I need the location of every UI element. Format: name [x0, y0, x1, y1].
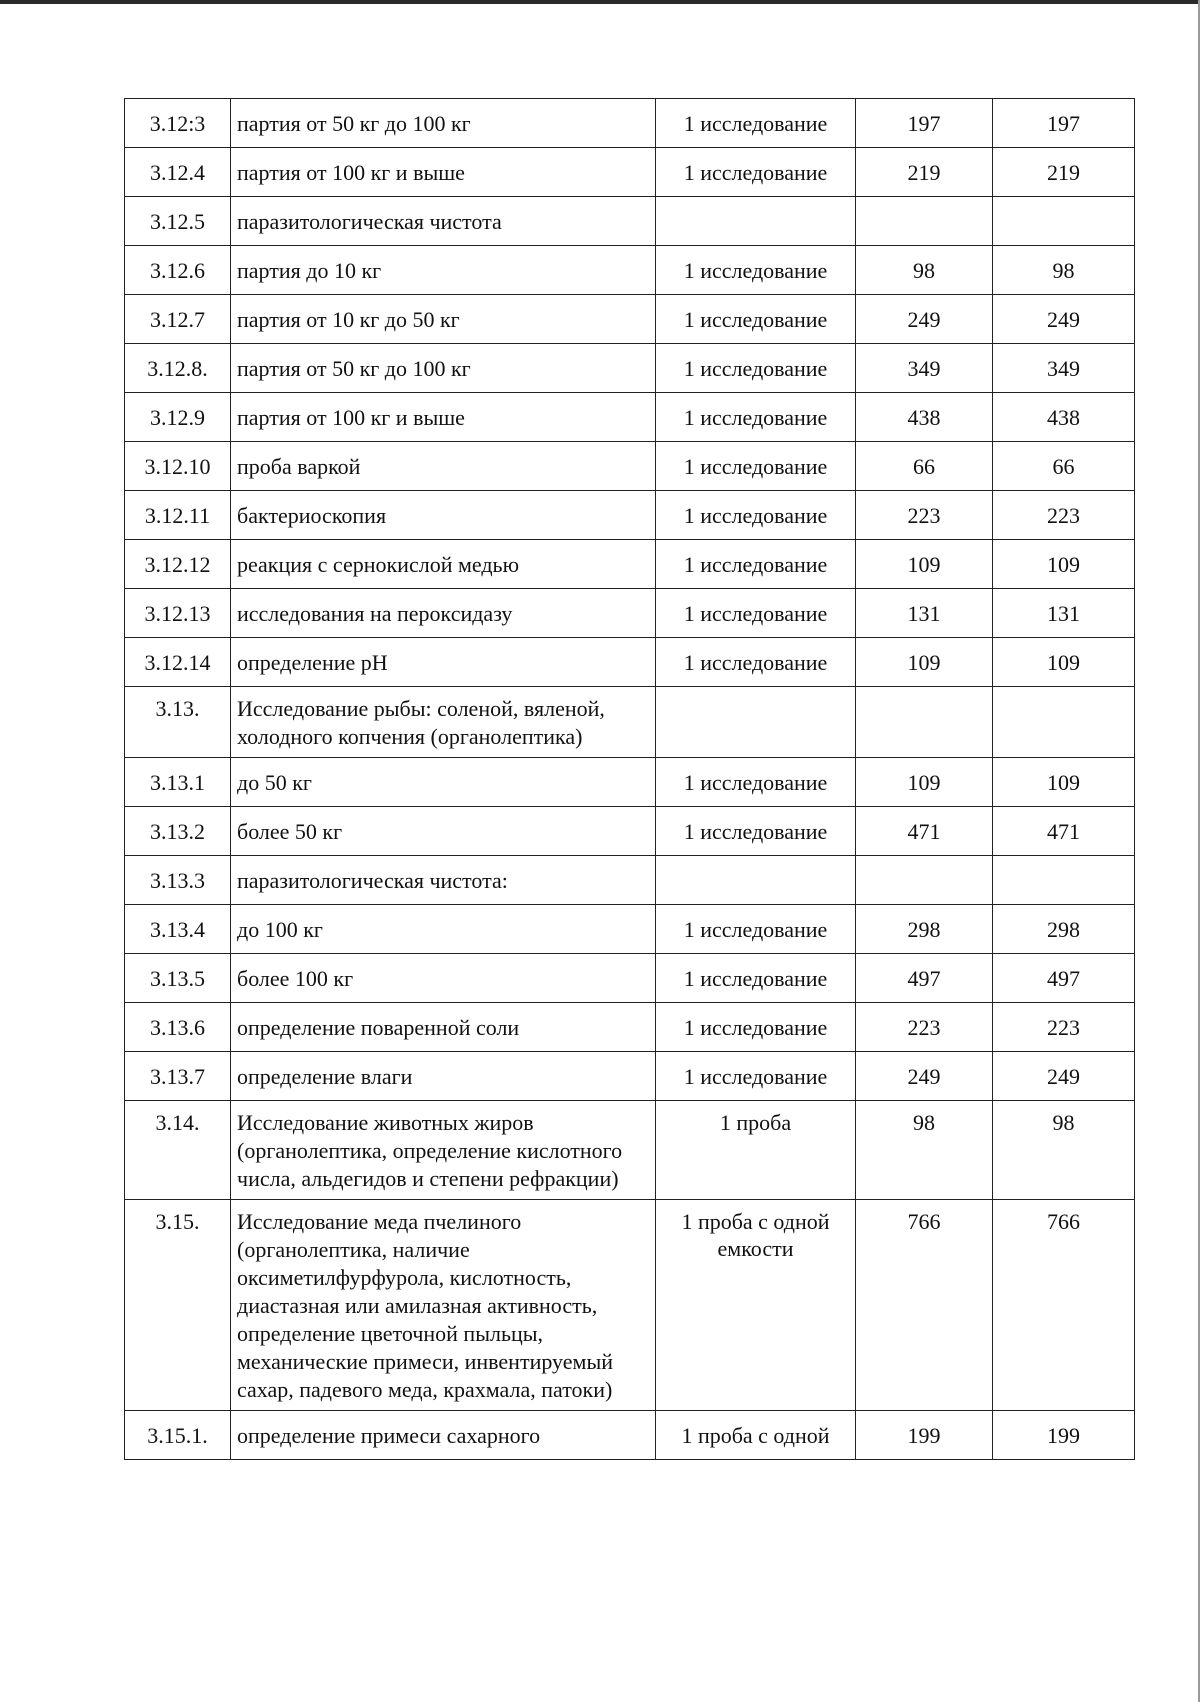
service-name: реакция с сернокислой медью — [231, 540, 656, 589]
service-name: до 50 кг — [231, 758, 656, 807]
table-row — [125, 638, 1135, 687]
price-2: 98 — [993, 1101, 1135, 1200]
price-2: 298 — [993, 905, 1135, 954]
row-number: 3.12.4 — [125, 148, 231, 197]
service-name: Исследование животных жиров (органолептика, определение кислотного числа, альдегидов и степени рефракции) — [231, 1101, 656, 1200]
unit: 1 исследование — [656, 1003, 856, 1052]
price-2: 438 — [993, 393, 1135, 442]
price-table — [124, 98, 1135, 1460]
row-number: 3.13.3 — [125, 856, 231, 905]
row-number: 3.12.10 — [125, 442, 231, 491]
price-2 — [993, 687, 1135, 758]
service-name: определение поваренной соли — [231, 1003, 656, 1052]
price-1: 131 — [856, 589, 993, 638]
row-number: 3.12.12 — [125, 540, 231, 589]
unit: 1 исследование — [656, 344, 856, 393]
price-1: 219 — [856, 148, 993, 197]
price-1: 223 — [856, 491, 993, 540]
row-number: 3.13.4 — [125, 905, 231, 954]
row-number: 3.12.8. — [125, 344, 231, 393]
price-2: 766 — [993, 1200, 1135, 1411]
price-2: 197 — [993, 99, 1135, 148]
row-number: 3.13.5 — [125, 954, 231, 1003]
price-2: 471 — [993, 807, 1135, 856]
scan-top-border — [0, 0, 1200, 4]
price-2: 249 — [993, 295, 1135, 344]
table-row — [125, 905, 1135, 954]
price-table-body — [125, 99, 1135, 1460]
unit — [656, 687, 856, 758]
table-row — [125, 1200, 1135, 1411]
unit: 1 проба — [656, 1101, 856, 1200]
service-name: партия от 10 кг до 50 кг — [231, 295, 656, 344]
service-name: партия от 50 кг до 100 кг — [231, 344, 656, 393]
service-name: Исследование меда пчелиного (органолептика, наличие оксиметилфурфурола, кислотность, диастазная или амилазная активность, определение цветочной пыльцы, механические примеси, инвентируемый сахар, падевого меда, крахмала, патоки) — [231, 1200, 656, 1411]
row-number: 3.12.6 — [125, 246, 231, 295]
price-2: 109 — [993, 758, 1135, 807]
row-number: 3.12.5 — [125, 197, 231, 246]
unit: 1 исследование — [656, 589, 856, 638]
table-row — [125, 758, 1135, 807]
price-1: 109 — [856, 638, 993, 687]
row-number: 3.12.14 — [125, 638, 231, 687]
table-row — [125, 344, 1135, 393]
unit: 1 проба с одной емкости — [656, 1200, 856, 1411]
unit: 1 исследование — [656, 442, 856, 491]
table-row — [125, 246, 1135, 295]
service-name: проба варкой — [231, 442, 656, 491]
row-number: 3.12.13 — [125, 589, 231, 638]
unit: 1 исследование — [656, 807, 856, 856]
service-name: партия до 10 кг — [231, 246, 656, 295]
table-row — [125, 197, 1135, 246]
table-row — [125, 540, 1135, 589]
price-2: 223 — [993, 1003, 1135, 1052]
table-row — [125, 99, 1135, 148]
table-row — [125, 954, 1135, 1003]
unit: 1 исследование — [656, 540, 856, 589]
table-row — [125, 687, 1135, 758]
row-number: 3.12.11 — [125, 491, 231, 540]
price-1: 497 — [856, 954, 993, 1003]
unit: 1 исследование — [656, 491, 856, 540]
row-number: 3.15. — [125, 1200, 231, 1411]
price-1: 349 — [856, 344, 993, 393]
unit: 1 исследование — [656, 148, 856, 197]
row-number: 3.15.1. — [125, 1411, 231, 1460]
unit: 1 исследование — [656, 246, 856, 295]
row-number: 3.13.6 — [125, 1003, 231, 1052]
service-name: до 100 кг — [231, 905, 656, 954]
price-1: 249 — [856, 1052, 993, 1101]
unit: 1 исследование — [656, 393, 856, 442]
price-2: 249 — [993, 1052, 1135, 1101]
service-name: определение примеси сахарного — [231, 1411, 656, 1460]
table-row — [125, 807, 1135, 856]
price-1: 197 — [856, 99, 993, 148]
price-1 — [856, 856, 993, 905]
service-name: партия от 100 кг и выше — [231, 393, 656, 442]
table-row — [125, 295, 1135, 344]
price-1: 199 — [856, 1411, 993, 1460]
price-2: 109 — [993, 638, 1135, 687]
table-row — [125, 148, 1135, 197]
unit: 1 исследование — [656, 905, 856, 954]
price-2: 219 — [993, 148, 1135, 197]
service-name: более 50 кг — [231, 807, 656, 856]
price-1: 471 — [856, 807, 993, 856]
price-2: 349 — [993, 344, 1135, 393]
price-1: 438 — [856, 393, 993, 442]
price-2: 497 — [993, 954, 1135, 1003]
row-number: 3.14. — [125, 1101, 231, 1200]
service-name: паразитологическая чистота — [231, 197, 656, 246]
price-1: 109 — [856, 540, 993, 589]
price-2 — [993, 856, 1135, 905]
unit: 1 исследование — [656, 638, 856, 687]
price-1: 249 — [856, 295, 993, 344]
row-number: 3.12.9 — [125, 393, 231, 442]
unit: 1 исследование — [656, 954, 856, 1003]
unit — [656, 856, 856, 905]
service-name: бактериоскопия — [231, 491, 656, 540]
price-1: 66 — [856, 442, 993, 491]
service-name: более 100 кг — [231, 954, 656, 1003]
unit: 1 исследование — [656, 1052, 856, 1101]
table-row — [125, 1101, 1135, 1200]
price-1: 298 — [856, 905, 993, 954]
unit — [656, 197, 856, 246]
row-number: 3.13.2 — [125, 807, 231, 856]
price-2: 131 — [993, 589, 1135, 638]
table-row — [125, 491, 1135, 540]
price-2: 98 — [993, 246, 1135, 295]
service-name: партия от 100 кг и выше — [231, 148, 656, 197]
price-1 — [856, 687, 993, 758]
price-2: 223 — [993, 491, 1135, 540]
service-name: партия от 50 кг до 100 кг — [231, 99, 656, 148]
unit: 1 исследование — [656, 99, 856, 148]
price-2: 199 — [993, 1411, 1135, 1460]
price-2: 109 — [993, 540, 1135, 589]
price-1: 98 — [856, 246, 993, 295]
table-row — [125, 1411, 1135, 1460]
row-number: 3.13.1 — [125, 758, 231, 807]
row-number: 3.12.7 — [125, 295, 231, 344]
table-row — [125, 856, 1135, 905]
row-number: 3.12:3 — [125, 99, 231, 148]
service-name: определение влаги — [231, 1052, 656, 1101]
unit: 1 проба с одной — [656, 1411, 856, 1460]
unit: 1 исследование — [656, 295, 856, 344]
service-name: исследования на пероксидазу — [231, 589, 656, 638]
price-1 — [856, 197, 993, 246]
table-row — [125, 1003, 1135, 1052]
service-name: определение pH — [231, 638, 656, 687]
service-name: паразитологическая чистота: — [231, 856, 656, 905]
price-2 — [993, 197, 1135, 246]
table-row — [125, 589, 1135, 638]
service-name: Исследование рыбы: соленой, вяленой, холодного копчения (органолептика) — [231, 687, 656, 758]
table-row — [125, 1052, 1135, 1101]
price-1: 98 — [856, 1101, 993, 1200]
row-number: 3.13. — [125, 687, 231, 758]
price-1: 766 — [856, 1200, 993, 1411]
table-row — [125, 442, 1135, 491]
table-row — [125, 393, 1135, 442]
price-1: 109 — [856, 758, 993, 807]
price-1: 223 — [856, 1003, 993, 1052]
unit: 1 исследование — [656, 758, 856, 807]
row-number: 3.13.7 — [125, 1052, 231, 1101]
price-2: 66 — [993, 442, 1135, 491]
